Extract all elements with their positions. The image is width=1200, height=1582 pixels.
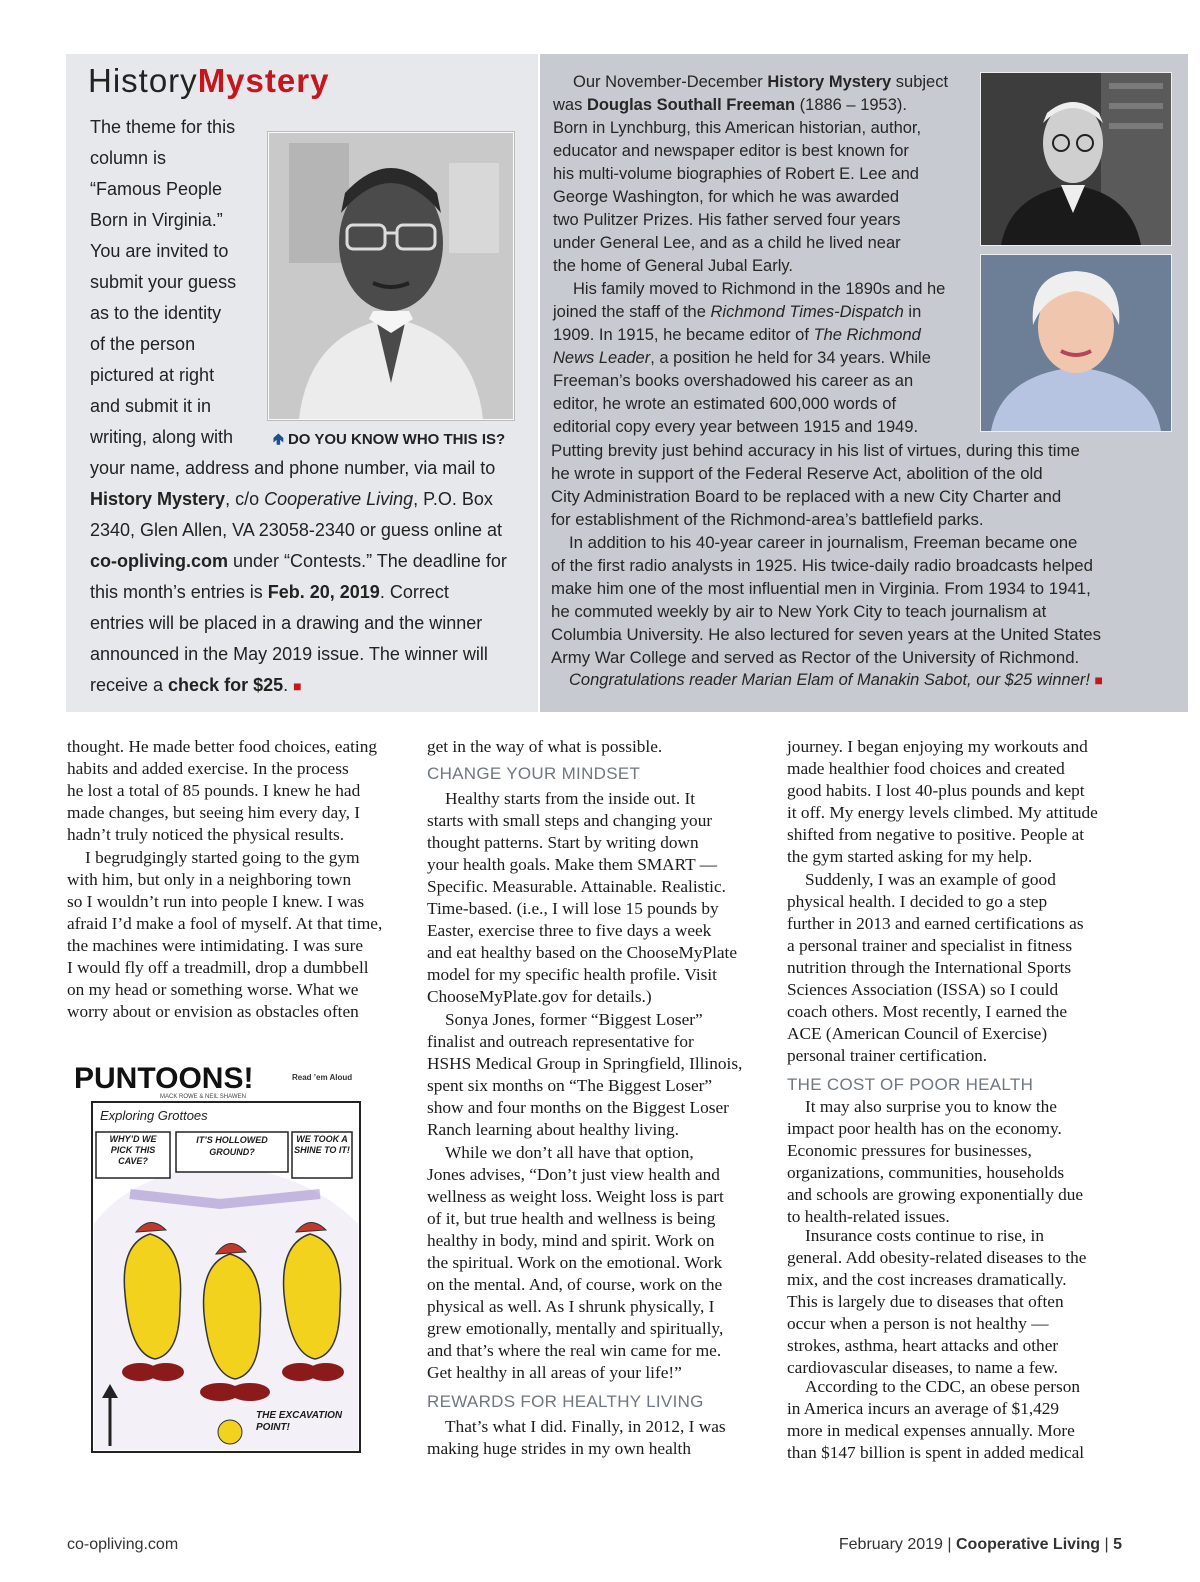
- cartoon-sign-text: THE EXCAVATION POINT!: [256, 1410, 343, 1433]
- photo-caption: [273, 429, 505, 454]
- hm-intro-line: The theme for this: [90, 117, 236, 137]
- body-line: thought patterns. Start by writing down: [427, 833, 699, 852]
- answer-line: editorial copy every year between 1915 and 1949.: [553, 418, 919, 436]
- body-line: nutrition through the International Sports: [787, 958, 1072, 977]
- answer-line: His family moved to Richmond in the 1890s and he: [573, 280, 946, 298]
- body-line: with him, but only in a neighboring town: [67, 870, 352, 889]
- body-line: starts with small steps and changing your: [427, 811, 713, 830]
- cartoon-logo: PUNTOONS!: [74, 1062, 254, 1095]
- body-line: physical as well. As I shrunk physically, I: [427, 1297, 715, 1316]
- history-mystery-bold: History Mystery: [90, 489, 226, 509]
- body-line: ChooseMyPlate.gov for details.): [427, 987, 652, 1006]
- title-part-history: History: [88, 62, 198, 99]
- hm-intro-line: of the person: [90, 334, 196, 354]
- body-line: Healthy starts from the inside out. It: [445, 789, 696, 808]
- hm-intro-line: and submit it in: [90, 396, 212, 416]
- body-line: the gym started asking for my help.: [787, 847, 1033, 866]
- body-line: so I wouldn’t run into people I knew. I was: [67, 892, 365, 911]
- body-line: made healthier food choices and created: [787, 759, 1065, 778]
- body-line: That’s what I did. Finally, in 2012, I was: [445, 1417, 726, 1436]
- cartoon-title: Exploring Grottoes: [100, 1108, 208, 1123]
- hm-intro-line: pictured at right: [90, 365, 215, 385]
- hm-intro-line: column is: [90, 148, 167, 168]
- body-line: cardiovascular diseases, to name a few.: [787, 1358, 1058, 1377]
- puntoons-cartoon: [70, 1054, 380, 1464]
- answer-line: Columbia University. He also lectured for seven years at the United States: [551, 625, 1101, 644]
- body-line: I would fly off a treadmill, drop a dumbbell: [67, 958, 369, 977]
- body-line: making huge strides in my own health: [427, 1439, 691, 1458]
- body-line: coach others. Most recently, I earned the: [787, 1002, 1068, 1021]
- body-line: further in 2013 and earned certifications as: [787, 914, 1084, 933]
- answer-line: for establishment of the Richmond-area’s battlefield parks.: [551, 510, 984, 529]
- body-line: good habits. I lost 40-plus pounds and kept: [787, 781, 1085, 800]
- body-line: grew emotionally, mentally and spiritually,: [427, 1319, 724, 1338]
- text-span: , P.O. Box: [413, 489, 493, 509]
- freeman-illustration: [981, 73, 1171, 245]
- body-line: and that’s where the real win came for me.: [427, 1341, 722, 1360]
- newspaper-name: The Richmond: [813, 326, 921, 344]
- text-span: subject: [891, 73, 949, 91]
- cartoon-logo-tag: Read ’em Aloud: [292, 1073, 353, 1082]
- answer-line: George Washington, for which he was awarded: [553, 188, 900, 206]
- body-line: spent six months on “The Biggest Loser”: [427, 1076, 713, 1095]
- body-line: more in medical expenses annually. More: [787, 1421, 1075, 1440]
- answer-line: [553, 349, 931, 368]
- body-line: It may also surprise you to know the: [805, 1097, 1057, 1116]
- footer-site[interactable]: co-opliving.com: [67, 1536, 179, 1553]
- text-span: in: [903, 303, 922, 321]
- newspaper-name: News Leader: [553, 349, 651, 367]
- body-line: Jones advises, “Don’t just view health and: [427, 1165, 720, 1184]
- body-line: get in the way of what is possible.: [427, 737, 663, 756]
- body-line: healthy in body, mind and spirit. Work on: [427, 1231, 715, 1250]
- answer-line: Born in Lynchburg, this American historian, author,: [553, 119, 922, 137]
- speech-bubble-2-text: IT’S HOLLOWED GROUND?: [196, 1135, 268, 1157]
- winner-announcement: [569, 671, 1103, 690]
- body-line: Economic pressures for businesses,: [787, 1141, 1032, 1160]
- footer-separator: |: [947, 1536, 952, 1553]
- subhead-cost-of-poor-health: THE COST OF POOR HEALTH: [787, 1075, 1034, 1094]
- answer-line: editor, he wrote an estimated 600,000 words of: [553, 395, 897, 413]
- body-line: habits and added exercise. In the process: [67, 759, 349, 778]
- body-line: Time-based. (i.e., I will lose 15 pounds by: [427, 899, 719, 918]
- body-line: thought. He made better food choices, eating: [67, 737, 377, 756]
- body-line: While we don’t all have that option,: [445, 1143, 694, 1162]
- body-line: occur when a person is not healthy —: [787, 1314, 1049, 1333]
- text-span: receive a: [90, 675, 169, 695]
- hm-intro-line: Born in Virginia.”: [90, 210, 223, 230]
- footer-issue-date: February 2019: [838, 1536, 943, 1553]
- website-link[interactable]: co-opliving.com: [90, 551, 229, 571]
- text-span: was: [553, 96, 587, 114]
- body-line: journey. I began enjoying my workouts and: [787, 737, 1088, 756]
- answer-line: make him one of the most influential men in Virginia. From 1934 to 1941,: [551, 579, 1091, 598]
- body-line: According to the CDC, an obese person: [805, 1377, 1080, 1396]
- hm-body-line: your name, address and phone number, via mail to: [90, 458, 496, 478]
- body-line: impact poor health has on the economy.: [787, 1119, 1062, 1138]
- page-number: 5: [1113, 1536, 1122, 1553]
- hm-body-line: [90, 675, 302, 696]
- text-span: , a position he held for 34 years. While: [650, 349, 931, 367]
- answer-line: [553, 326, 921, 345]
- body-line: made changes, but seeing him every day, I: [67, 803, 361, 822]
- body-line: on my head or something worse. What we: [67, 980, 359, 999]
- hm-intro-line: as to the identity: [90, 303, 222, 323]
- answer-line: he wrote in support of the Federal Reserve Act, abolition of the old: [551, 464, 1043, 483]
- answer-line: [553, 96, 907, 115]
- answer-line: Putting brevity just behind accuracy in his list of virtues, during this time: [551, 441, 1080, 460]
- hm-intro-line: writing, along with: [90, 427, 234, 447]
- body-line: Sonya Jones, former “Biggest Loser”: [445, 1010, 703, 1029]
- hm-intro-line: “Famous People: [90, 179, 223, 199]
- text-span: joined the staff of the: [553, 303, 711, 321]
- title-part-mystery: Mystery: [197, 62, 330, 99]
- hm-body-line: announced in the May 2019 issue. The winner will: [90, 644, 488, 664]
- hm-body-line: 2340, Glen Allen, VA 23058-2340 or guess online at: [90, 520, 502, 540]
- body-line: strokes, asthma, heart attacks and other: [787, 1336, 1059, 1355]
- answer-line: he commuted weekly by air to New York City to teach journalism at: [551, 602, 1047, 621]
- body-line: Specific. Measurable. Attainable. Realistic.: [427, 877, 726, 896]
- body-line: hadn’t truly noticed the physical results.: [67, 825, 345, 844]
- text-span: under “Contests.” The deadline for: [228, 551, 507, 571]
- body-line: wellness as weight loss. Weight loss is part: [427, 1187, 724, 1206]
- body-line: he lost a total of 85 pounds. I knew he had: [67, 781, 361, 800]
- text-span: this month’s entries is: [90, 582, 268, 602]
- body-line: in America incurs an average of $1,429: [787, 1399, 1060, 1418]
- body-line: shifted from negative to positive. People at: [787, 825, 1085, 844]
- body-line: afraid I’d make a fool of myself. At that time,: [67, 914, 383, 933]
- cartoon-credits: MACK ROWE & NEIL SHAWEN: [160, 1094, 246, 1100]
- body-line: Suddenly, I was an example of good: [805, 870, 1056, 889]
- body-line: Get healthy in all areas of your life!”: [427, 1363, 682, 1382]
- body-line: mix, and the cost increases dramatically.: [787, 1270, 1067, 1289]
- newspaper-name: Richmond Times-Dispatch: [710, 303, 904, 321]
- text-span: .: [283, 675, 289, 695]
- end-mark-icon: ■: [1094, 672, 1104, 688]
- text-span: Our November-December: [573, 73, 768, 91]
- body-line: finalist and outreach representative for: [427, 1032, 694, 1051]
- body-line: HSHS Medical Group in Springfield, Illinois,: [427, 1054, 743, 1073]
- footer-separator: |: [1104, 1536, 1109, 1553]
- speech-bubble-3-text: WE TOOK A SHINE TO IT!: [294, 1134, 350, 1155]
- body-line: personal trainer certification.: [787, 1046, 988, 1065]
- winner-text: Congratulations reader Marian Elam of Manakin Sabot, our $25 winner!: [569, 671, 1090, 689]
- text-span: (1886 – 1953).: [795, 96, 907, 114]
- body-line: physical health. I decided to go a step: [787, 892, 1048, 911]
- body-line: This is largely due to diseases that often: [787, 1292, 1064, 1311]
- body-line: worry about or envision as obstacles often: [67, 1002, 359, 1021]
- answer-line: In addition to his 40-year career in journalism, Freeman became one: [569, 533, 1078, 552]
- answer-line: educator and newspaper editor is best known for: [553, 142, 909, 160]
- body-line: Easter, exercise three to five days a week: [427, 921, 712, 940]
- subhead-rewards-for-healthy-living: REWARDS FOR HEALTHY LIVING: [427, 1392, 704, 1411]
- winner-portrait: [980, 254, 1172, 432]
- hm-body-line: [90, 582, 449, 603]
- hm-intro-line: You are invited to: [90, 241, 229, 261]
- prize-amount: check for $25: [168, 675, 284, 695]
- history-mystery-title: [88, 62, 329, 100]
- arrow-up-icon: 🢁: [273, 431, 284, 448]
- small-peanut: [218, 1420, 242, 1444]
- body-line: your health goals. Make them SMART —: [427, 855, 717, 874]
- body-line: general. Add obesity-related diseases to the: [787, 1248, 1087, 1267]
- freeman-portrait: [980, 72, 1172, 246]
- photo-caption-text: DO YOU KNOW WHO THIS IS?: [287, 431, 506, 448]
- body-line: than $147 billion is spent in added medical: [787, 1443, 1085, 1462]
- end-mark-icon: ■: [293, 678, 302, 694]
- answer-line: under General Lee, and as a child he lived near: [553, 234, 901, 252]
- body-line: show and four months on the Biggest Loser: [427, 1098, 729, 1117]
- text-bold: History Mystery: [767, 73, 892, 91]
- footer-issue-info: [839, 1536, 1122, 1554]
- body-line: of it, but true health and wellness is being: [427, 1209, 716, 1228]
- body-line: on the mental. And, of course, work on the: [427, 1275, 723, 1294]
- answer-line: of the first radio analysts in 1925. His twice-daily radio broadcasts helped: [551, 556, 1093, 575]
- body-line: I begrudgingly started going to the gym: [85, 848, 360, 867]
- winner-illustration: [981, 255, 1171, 431]
- body-line: it off. My energy levels climbed. My attitude: [787, 803, 1098, 822]
- answer-line: [573, 73, 948, 92]
- hm-intro-line: submit your guess: [90, 272, 237, 292]
- body-line: ACE (American Council of Exercise): [787, 1024, 1048, 1043]
- answer-line: two Pulitzer Prizes. His father served four years: [553, 211, 901, 229]
- body-line: to health-related issues.: [787, 1207, 950, 1226]
- hm-body-line: entries will be placed in a drawing and the winner: [90, 613, 483, 633]
- answer-line: Freeman’s books overshadowed his career as an: [553, 372, 914, 390]
- body-line: the machines were intimidating. I was sure: [67, 936, 364, 955]
- answer-line: City Administration Board to be replaced with a new City Charter and: [551, 487, 1062, 506]
- answer-line: [553, 303, 921, 322]
- hm-body-line: [90, 489, 493, 510]
- mystery-person-photo: [268, 132, 514, 420]
- body-line: the spiritual. Work on the emotional. Work: [427, 1253, 723, 1272]
- answer-line: the home of General Jubal Early.: [553, 257, 793, 275]
- body-line: model for my specific health profile. Visit: [427, 965, 717, 984]
- answer-line: his multi-volume biographies of Robert E. Lee and: [553, 165, 919, 183]
- body-line: and schools are growing exponentially due: [787, 1185, 1084, 1204]
- hm-body-line: [90, 551, 507, 572]
- cartoon-illustration: [70, 1054, 380, 1464]
- text-span: 1909. In 1915, he became editor of: [553, 326, 814, 344]
- body-line: Sciences Association (ISSA) so I could: [787, 980, 1059, 999]
- body-line: organizations, communities, households: [787, 1163, 1065, 1182]
- body-line: Ranch learning about healthy living.: [427, 1120, 679, 1139]
- footer-magazine: Cooperative Living: [956, 1536, 1101, 1553]
- speech-bubble-1-text: WHY’D WE PICK THIS CAVE?: [109, 1134, 157, 1166]
- answer-line: Army War College and served as Rector of the University of Richmond.: [551, 648, 1080, 667]
- body-line: a personal trainer and specialist in fitness: [787, 936, 1073, 955]
- answer-name: Douglas Southall Freeman: [586, 96, 796, 114]
- body-line: and eat healthy based on the ChooseMyPlate: [427, 943, 738, 962]
- text-span: , c/o: [225, 489, 265, 509]
- text-span: . Correct: [379, 582, 449, 602]
- subhead-change-your-mindset: CHANGE YOUR MINDSET: [427, 764, 641, 783]
- mystery-person-illustration: [269, 133, 513, 419]
- body-line: Insurance costs continue to rise, in: [805, 1226, 1044, 1245]
- magazine-name: Cooperative Living: [264, 489, 414, 509]
- deadline-date: Feb. 20, 2019: [267, 582, 380, 602]
